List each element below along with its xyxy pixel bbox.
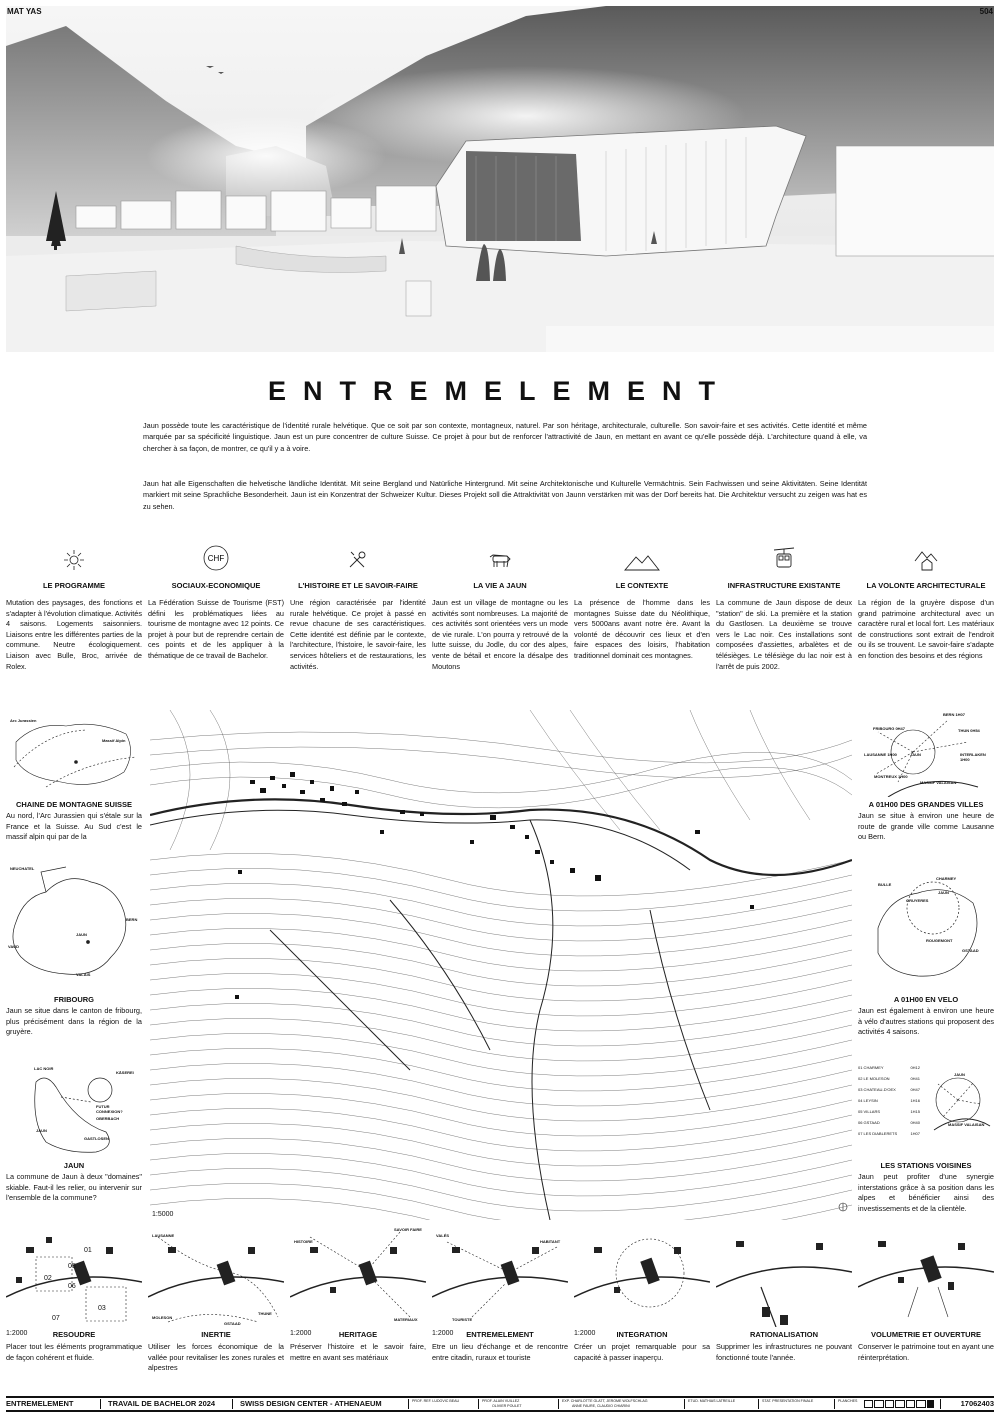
map-label: LAUSANNE (152, 1233, 175, 1238)
map-label: MOLESON (152, 1315, 173, 1320)
footer-planches: PLANCHES (838, 1399, 858, 1403)
theme-text: La commune de Jaun dispose de deux "station" de ski. La première et la station du Gastlosen. La deuxième se trouve vers le Lac noir. Ces installations sont composées d'assiettes, arbalètes et de télésièges. Le télésiège du lac noir est à l'arrêt de puis 2002. (716, 598, 852, 671)
map-label: THUNE (258, 1311, 272, 1316)
station-row (858, 1106, 920, 1117)
north-arrow-icon (838, 1199, 848, 1217)
station-time: 1H16 (910, 1098, 920, 1103)
theme-column (148, 545, 284, 662)
strategy-text: Utiliser les forces économique de la vallée pour revitaliser les zones rurales et alpestres (148, 1342, 284, 1373)
station-name: 04 LEYSIN (858, 1098, 878, 1103)
map-label: GSTAAD (224, 1321, 241, 1326)
strategy-plan (148, 1227, 284, 1327)
side-title: CHAINE DE MONTAGNE SUISSE (15, 800, 133, 809)
strategy-title: RESOUDRE (52, 1330, 96, 1339)
house-mountain-icon (858, 545, 994, 571)
theme-title: LE CONTEXTE (615, 581, 669, 590)
strategy-plan (6, 1227, 142, 1327)
footer-stat: STAT. PRESENTATION FINALE (762, 1399, 814, 1403)
topographic-map (150, 710, 852, 1220)
intro-german: Jaun hat alle Eigenschaften die helvetische ländliche Identität. Mit seine Bergland und Natürliche Hintergrund. Mit seine Architektonische und Kulturelle Vermächtnis. Sein Fachwissen und seine Aktivitäten. Seine Identität markiert mit seine Sprachliche Besonderheit. Jaun ist ein Konzentrat der Schweizer Kultur. Dieses Projekt soll die Attraktivität von Jaunn verstärken mit was der Dorf bereits hat. Die Architektur versucht zu zeigen was hat es zu sehen. (143, 479, 867, 511)
theme-title: SOCIAUX-ECONOMIQUE (171, 581, 261, 590)
footer-number: 17062403 (960, 1399, 994, 1408)
map-label: MONTREUX 1H00 (874, 774, 908, 779)
side-text: Au nord, l'Arc Jurassien qui s'étale sur la France et la Suisse. Au Sud c'est le massif alpin qui par de la (6, 811, 142, 842)
station-name: 05 VILLARS (858, 1109, 881, 1114)
side-text: Jaun peut profiter d'une synergie interstations grâce à sa position dans les alpes et bénéficier ainsi des investissements et de la clientèle. (858, 1172, 994, 1213)
footer-exp-2: ANNE FAURE, CLAUDIO CHIARINI (572, 1404, 630, 1408)
side-title: A 01H00 DES GRANDES VILLES (868, 800, 984, 809)
sheet-number: 504 (979, 7, 993, 16)
map-label: Massif Alpin (102, 738, 126, 743)
map-label: CHARMEY (936, 876, 957, 881)
map-label: VALAIS (76, 972, 91, 977)
zone-label: 02 (44, 1275, 52, 1282)
station-name: 01 CHARMEY (858, 1065, 884, 1070)
theme-text: Mutation des paysages, des fonctions et s'adapter à l'évolution climatique. Activités 4 saisons. Logements saisonniers. Liaisons entre les différentes parties de la commune. Neutre écologiquement. Liaison avec Bulle, Broc, arrivée de Rolex. (6, 598, 142, 671)
map-label: SAVOIR FAIRE (394, 1227, 422, 1232)
cities-map (858, 712, 994, 797)
map-label: THUN 0H54 (958, 728, 980, 733)
footer-etud: ETUD. MATHIAS LATREILLE (688, 1399, 736, 1403)
map-label: INTERLAKEN 1H00 (960, 752, 986, 762)
map-label: LAC NOIR (34, 1066, 54, 1071)
intro-french: Jaun possède toute les caractéristique de l'identité rurale helvétique. Que ce soit par son contexte, montagneux, naturel. Par son héritage, architecturale, culturelle. Son savoir-faire et ses activités. Cette identité et même marquée par sa spécificité linguistique. Jaun est un pure concentrer de culture Suisse. Ce projet à pour but de renforcer l'attractivité de Jaun, en mettant en avant ce qu'elle possède déjà. L'architecture quand à elle, va chercher à sa façon, de montrer, ce qu'il y a à voire. (143, 421, 867, 453)
map-label: VALÉS (436, 1233, 450, 1238)
strategy-title: VOLUMETRIE ET OUVERTURE (870, 1330, 981, 1339)
theme-text: La Fédération Suisse de Tourisme (FST) défini les problématiques liées au tourisme de montagne avec 12 points. Ce projet à pour but de reprendre certain de ces points et de les appliquer à la thématique de ce travail de Bachelor. (148, 598, 284, 660)
hero-rendering (6, 6, 994, 352)
side-text: Jaun est également à environ une heure à vélo d'autres stations qui proposent des activités 4 saisons. (858, 1006, 994, 1037)
footer-exp: EXP. CHARLOTTE GLATT, JEROME WOLFSCHLAG (562, 1399, 648, 1403)
chf-icon (148, 545, 284, 571)
theme-title: LA VIE A JAUN (473, 581, 527, 590)
strategy-panel (432, 1227, 568, 1392)
strategy-panel (858, 1227, 994, 1392)
strategy-text: Supprimer les infrastructures ne pouvant fonctionné toute l'année. (716, 1342, 852, 1362)
strategy-title: HERITAGE (338, 1330, 378, 1339)
map-label: ROUGEMONT (926, 938, 953, 943)
station-time: 0H47 (910, 1087, 920, 1092)
footer-school: SWISS DESIGN CENTER - ATHENAEUM (240, 1399, 382, 1408)
station-time: 1H07 (910, 1131, 920, 1136)
map-label: JAUN (954, 1072, 965, 1077)
strategy-title: INTEGRATION (616, 1330, 668, 1339)
stations-list (858, 1062, 920, 1139)
mountain-icon (574, 545, 710, 571)
map-label: JAUN (910, 752, 921, 757)
strategy-plan (716, 1227, 852, 1327)
zone-label: 03 (98, 1305, 106, 1312)
station-name: 06 GSTAAD (858, 1120, 880, 1125)
map-label: TOURISTE (452, 1317, 473, 1322)
theme-text: Une région caractérisée par l'identité rurale helvétique. Ce projet à passé en revue chacune de ses caractéristiques. Cette identité est définie par le contexte, l'architecture, l'histoire, le savoir-faire, les services hôteliers et de restaurations, les activités. (290, 598, 426, 671)
strategy-panel (574, 1227, 710, 1392)
map-label: GRUYERES (906, 898, 929, 903)
plan-scale: 1:2000 (6, 1330, 28, 1337)
stations-map (858, 1062, 994, 1152)
strategy-panel (716, 1227, 852, 1392)
sheet-index (864, 1400, 934, 1408)
theme-column (716, 545, 852, 672)
map-label: JAUN (76, 932, 87, 937)
strategy-plan (290, 1227, 426, 1327)
theme-text: La région de la gruyère dispose d'un grand patrimoine architectural avec un caractère rural et local fort. Les matériaux de constructions sont extrait de l'endroit ou ils se trouvent. Le savoir-faire s'adapte en fonction des besoins et des régions (858, 598, 994, 660)
station-row (858, 1073, 920, 1084)
station-time: 0H40 (910, 1120, 920, 1125)
plan-scale: 1:2000 (290, 1330, 312, 1337)
map-label: NEUCHATEL (10, 866, 35, 871)
map-label: FRIBOURG 0H47 (873, 726, 906, 731)
strategy-plan (432, 1227, 568, 1327)
side-text: Jaun se situe à environ une heure de route de grande ville comme Lausanne ou Bern. (858, 811, 994, 842)
footer-prof: PROF. ALAIN VUILLEZ (482, 1399, 520, 1403)
cable-car-icon (716, 545, 852, 571)
side-text: Jaun se situe dans le canton de fribourg, plus précisément dans la région de la gruyère. (6, 1006, 142, 1037)
zone-label: 06 (68, 1283, 76, 1290)
author-label: MAT YAS (7, 7, 42, 16)
station-row (858, 1117, 920, 1128)
side-text: La commune de Jaun à deux "domaines" skiable. Faut-il les relier, ou intervenir sur l'ensemble de la commune? (6, 1172, 142, 1203)
footer-work: TRAVAIL DE BACHELOR 2024 (108, 1399, 216, 1408)
bike-map (858, 868, 994, 988)
footer-prof-2: OLIVIER POULET (492, 1404, 522, 1408)
map-label: BERN (126, 917, 138, 922)
strategy-plan (858, 1227, 994, 1327)
theme-column (574, 545, 710, 662)
side-title: FRIBOURG (54, 995, 94, 1004)
strategy-text: Placer tout les éléments programmatique de façon cohérent et fluide. (6, 1342, 142, 1362)
map-label: HABITANT (540, 1239, 561, 1244)
map-label: GASTLOSEN (84, 1136, 109, 1141)
map-label: JAUN (938, 890, 949, 895)
page-title: ENTREMELEMENT (268, 376, 732, 406)
map-label: BULLE (878, 882, 892, 887)
theme-title: LE PROGRAMME (42, 581, 106, 590)
strategy-text: Conserver le patrimoine tout en ayant une réinterprétation. (858, 1342, 994, 1362)
station-name: 07 LES DIABLERETS (858, 1131, 898, 1136)
strategy-panel (6, 1227, 142, 1392)
theme-title: INFRASTRUCTURE EXISTANTE (727, 581, 841, 590)
strategy-title: INERTIE (201, 1330, 231, 1339)
map-label: FUTUR CONNEXION? (96, 1104, 123, 1114)
map-scale: 1:5000 (152, 1211, 174, 1218)
footer-bar (6, 1396, 994, 1412)
station-row (858, 1128, 920, 1139)
fribourg-map (6, 862, 142, 987)
map-label: MASSIF VALAISAN (948, 1122, 985, 1127)
theme-text: La présence de l'homme dans les montagnes Suisse date du Néolithique, vers 5000ans avant notre ère. Avant la volonté de découvrir ces lieux et d'en faire espaces des loisirs, l'habitation traditionnel dominait ces montagnes. (574, 598, 710, 660)
map-label: LAUSANNE 1H00 (864, 752, 897, 757)
map-label: BERN 1H07 (943, 712, 966, 717)
station-row (858, 1084, 920, 1095)
station-row (858, 1062, 920, 1073)
plan-scale: 1:2000 (574, 1330, 596, 1337)
jaun-commune-map (6, 1062, 142, 1157)
theme-column (6, 545, 142, 672)
plan-scale: 1:2000 (432, 1330, 454, 1337)
zone-label: 07 (52, 1315, 60, 1322)
chf-badge: CHF (207, 554, 225, 563)
theme-column (432, 545, 568, 672)
side-title: JAUN (63, 1161, 85, 1170)
strategy-title: ENTREMELEMENT (466, 1330, 534, 1339)
map-label: JAUN (36, 1128, 47, 1133)
side-title: LES STATIONS VOISINES (880, 1161, 972, 1170)
station-time: 0H12 (910, 1065, 920, 1070)
station-time: 0H41 (910, 1076, 920, 1081)
theme-title: LA VOLONTE ARCHITECTURALE (866, 581, 986, 590)
station-time: 1H15 (910, 1109, 920, 1114)
zone-label: 01 (84, 1247, 92, 1254)
station-name: 02 LE MOLESON (858, 1076, 890, 1081)
map-label: GSTAAD (962, 948, 979, 953)
strategy-text: Etre un lieu d'échange et de rencontre entre citadin, ruraux et touriste (432, 1342, 568, 1362)
theme-column (290, 545, 426, 672)
strategy-panel (290, 1227, 426, 1392)
side-title: A 01H00 EN VELO (893, 995, 959, 1004)
theme-column (858, 545, 994, 662)
strategy-text: Préserver l'histoire et le savoir faire, mettre en avant ses matériaux (290, 1342, 426, 1362)
strategy-text: Créer un projet remarquable pour sa capacité à passer inaperçu. (574, 1342, 710, 1362)
theme-title: L'HISTOIRE ET LE SAVOIR-FAIRE (298, 581, 418, 590)
map-label: MATERIAUX (394, 1317, 418, 1322)
strategy-title: RATIONALISATION (749, 1330, 819, 1339)
map-label: VAUD (8, 944, 20, 949)
tools-icon (290, 545, 426, 571)
map-label: KÄSEREI (116, 1070, 134, 1075)
footer-project: ENTREMELEMENT (6, 1399, 74, 1408)
theme-text: Jaun est un village de montagne ou les activités sont nombreuses. La majorité de ces activités sont orientées vers un mode de vie rurale. L'on pourra y retrouvé de la lutte suisse, du Jodle, du cor des alpes, vente de bétail et encore la désalpe des Moutons (432, 598, 568, 671)
sun-icon (6, 545, 142, 571)
map-label: MASSIF VALAISAN (920, 780, 957, 785)
map-label: HISTOIRE (294, 1239, 313, 1244)
zone-label: 05 (68, 1263, 76, 1270)
footer-prof-ref: PROF. REF. LUDOVIC BEAU (412, 1399, 460, 1403)
map-label: OBERBACH (96, 1116, 120, 1121)
strategy-panel (148, 1227, 284, 1392)
station-name: 03 CHATEAU-D'OEX (858, 1087, 896, 1092)
station-row (858, 1095, 920, 1106)
swiss-mountains-map (6, 712, 142, 797)
strategy-plan (574, 1227, 710, 1327)
map-label: Arc Jurassien (10, 718, 37, 723)
cow-icon (432, 545, 568, 571)
